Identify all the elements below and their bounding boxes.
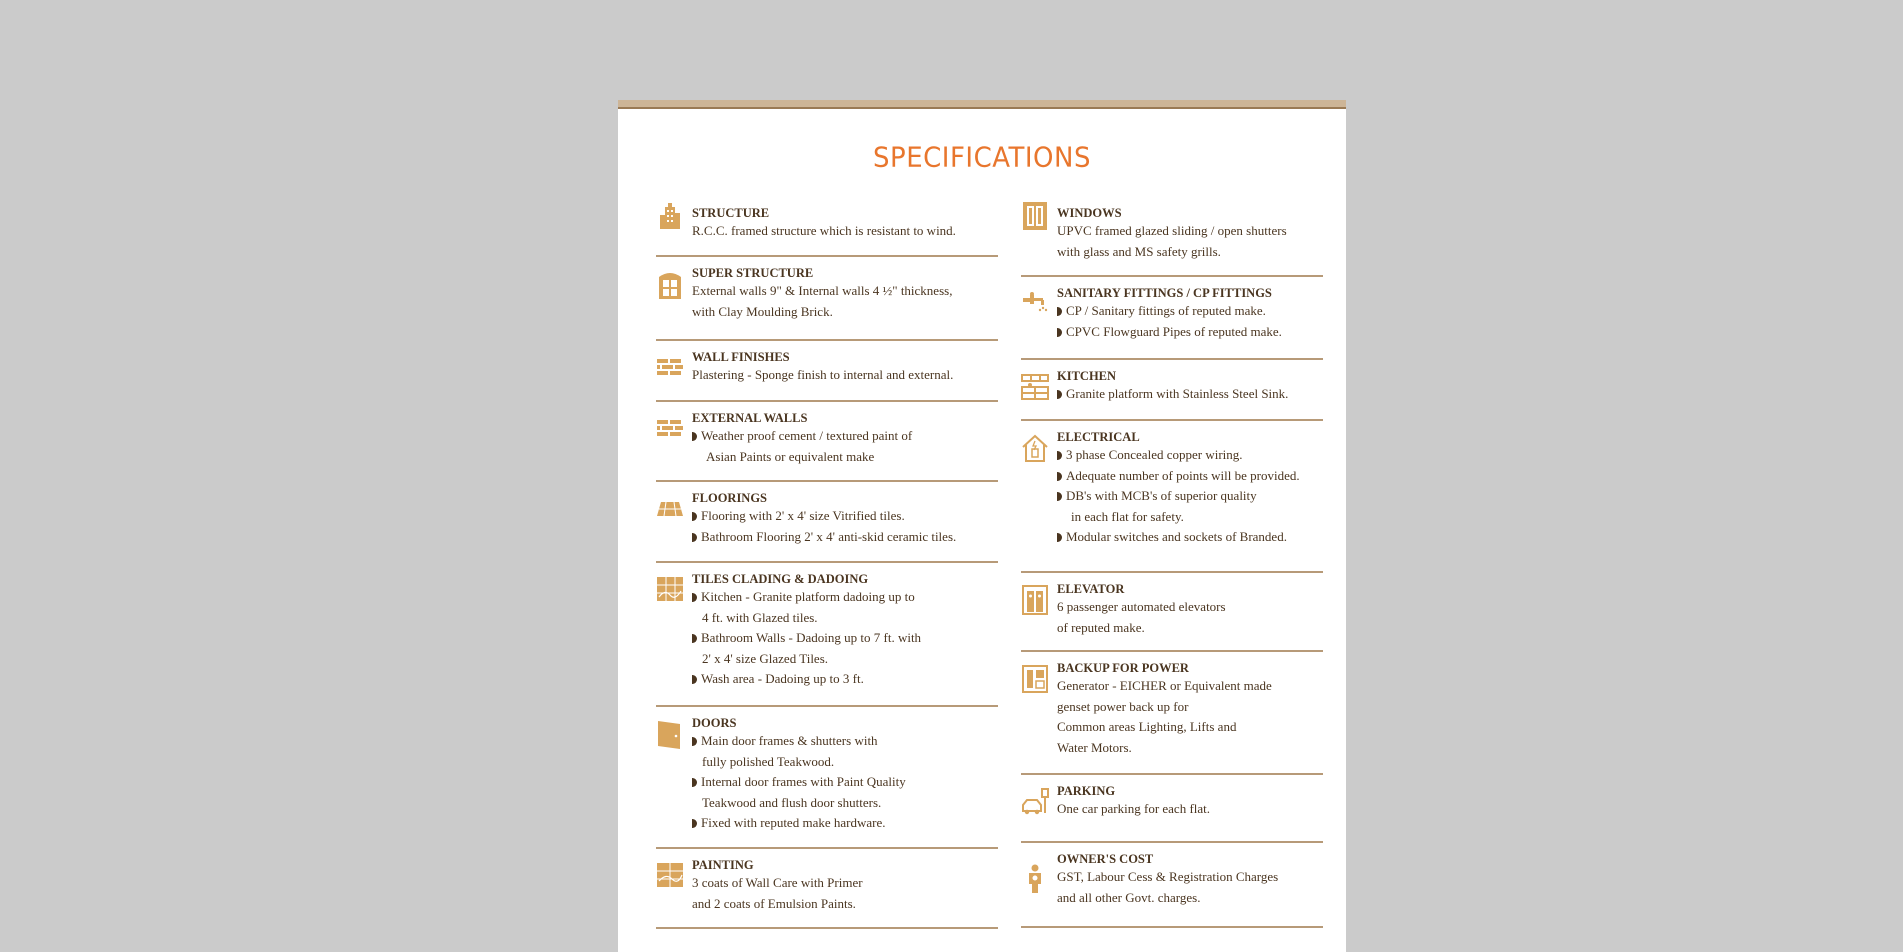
bullet-continuation: Teakwood and flush door shutters. bbox=[702, 794, 882, 810]
bullet-item: Adequate number of points will be provided. bbox=[1057, 466, 1323, 487]
spec-wall-finishes bbox=[656, 341, 998, 402]
spec-parking bbox=[1021, 775, 1323, 843]
spec-structure bbox=[656, 197, 998, 257]
bullet-item: Weather proof cement / textured paint of bbox=[692, 426, 998, 447]
bullet-item: Fixed with reputed make hardware. bbox=[692, 813, 998, 834]
bullet-item: DB's with MCB's of superior quality bbox=[1057, 486, 1323, 507]
section-line: and all other Govt. charges. bbox=[1057, 889, 1201, 905]
bullet-item: Modular switches and sockets of Branded. bbox=[1057, 527, 1323, 548]
bullet-continuation: 2' x 4' size Glazed Tiles. bbox=[702, 650, 829, 666]
section-heading: DOORS bbox=[692, 716, 737, 730]
section-line: One car parking for each flat. bbox=[1057, 801, 1211, 816]
spec-windows bbox=[1021, 197, 1323, 277]
specifications-page bbox=[618, 100, 1346, 952]
person-icon bbox=[1021, 855, 1049, 885]
bullet-continuation: in each flat for safety. bbox=[1071, 508, 1184, 524]
section-line: 3 coats of Wall Care with Primer bbox=[692, 875, 863, 890]
spec-tiles-clading bbox=[656, 563, 998, 707]
section-heading: EXTERNAL WALLS bbox=[692, 411, 808, 425]
section-line: 6 passenger automated elevators bbox=[1057, 599, 1226, 614]
bullet-continuation: 4 ft. with Glazed tiles. bbox=[702, 609, 818, 625]
kitchen-icon bbox=[1021, 372, 1049, 402]
section-heading: ELEVATOR bbox=[1057, 582, 1125, 596]
section-line: genset power back up for bbox=[1057, 698, 1189, 714]
spec-electrical bbox=[1021, 421, 1323, 573]
bullet-item: CPVC Flowguard Pipes of reputed make. bbox=[1057, 322, 1323, 343]
floor-tiles-icon bbox=[656, 494, 684, 524]
brick-wall-icon bbox=[656, 353, 684, 383]
spec-kitchen bbox=[1021, 360, 1323, 421]
section-line: UPVC framed glazed sliding / open shutters bbox=[1057, 223, 1287, 238]
window-frame-icon bbox=[656, 269, 684, 299]
wall-tiles-icon bbox=[656, 575, 684, 605]
section-line: Plastering - Sponge finish to internal and external. bbox=[692, 367, 954, 382]
bullet-item: Flooring with 2' x 4' size Vitrified tiles. bbox=[692, 506, 998, 527]
page-title: SPECIFICATIONS bbox=[873, 142, 1091, 174]
bullet-item: Bathroom Walls - Dadoing up to 7 ft. with bbox=[692, 628, 998, 649]
spec-super-structure bbox=[656, 257, 998, 341]
bullet-item: CP / Sanitary fittings of reputed make. bbox=[1057, 301, 1323, 322]
building-icon bbox=[656, 201, 684, 231]
section-heading: OWNER'S COST bbox=[1057, 852, 1154, 866]
bullet-item: 3 phase Concealed copper wiring. bbox=[1057, 445, 1323, 466]
spec-elevator bbox=[1021, 573, 1323, 652]
spec-sanitary-fittings bbox=[1021, 277, 1323, 360]
section-heading: SANITARY FITTINGS / CP FITTINGS bbox=[1057, 286, 1272, 300]
left-column bbox=[656, 197, 998, 929]
section-heading: FLOORINGS bbox=[692, 491, 768, 505]
bullet-item: Internal door frames with Paint Quality bbox=[692, 772, 998, 793]
section-line: R.C.C. framed structure which is resistant to wind. bbox=[692, 223, 956, 238]
bullet-item: Main door frames & shutters with bbox=[692, 731, 998, 752]
section-line: with Clay Moulding Brick. bbox=[692, 303, 833, 319]
bullet-item: Wash area - Dadoing up to 3 ft. bbox=[692, 669, 998, 690]
paint-icon bbox=[656, 861, 684, 891]
bullet-continuation: Asian Paints or equivalent make bbox=[706, 448, 875, 464]
tap-icon bbox=[1021, 289, 1049, 319]
section-line: Generator - EICHER or Equivalent made bbox=[1057, 678, 1272, 693]
section-line: of reputed make. bbox=[1057, 619, 1145, 635]
section-heading: WALL FINISHES bbox=[692, 350, 790, 364]
section-heading: ELECTRICAL bbox=[1057, 430, 1140, 444]
right-column bbox=[1021, 197, 1323, 928]
window-icon bbox=[1021, 201, 1049, 231]
section-line: and 2 coats of Emulsion Paints. bbox=[692, 895, 856, 911]
brick-wall-icon bbox=[656, 414, 684, 444]
generator-icon bbox=[1021, 664, 1049, 694]
section-heading: PARKING bbox=[1057, 784, 1116, 798]
section-line: with glass and MS safety grills. bbox=[1057, 243, 1221, 259]
section-heading: TILES CLADING & DADOING bbox=[692, 572, 869, 586]
bullet-item: Bathroom Flooring 2' x 4' anti-skid ceramic tiles. bbox=[692, 527, 998, 548]
section-line: Common areas Lighting, Lifts and bbox=[1057, 719, 1237, 734]
bullet-item: Granite platform with Stainless Steel Sink. bbox=[1057, 384, 1323, 405]
bullet-continuation: fully polished Teakwood. bbox=[702, 753, 835, 769]
spec-painting bbox=[656, 849, 998, 929]
section-heading: KITCHEN bbox=[1057, 369, 1117, 383]
section-heading: SUPER STRUCTURE bbox=[692, 266, 814, 280]
section-heading: STRUCTURE bbox=[692, 206, 770, 220]
bullet-item: Kitchen - Granite platform dadoing up to bbox=[692, 587, 998, 608]
door-icon bbox=[656, 719, 684, 749]
spec-owners-cost bbox=[1021, 843, 1323, 928]
spec-doors bbox=[656, 707, 998, 849]
car-parking-icon bbox=[1021, 787, 1049, 817]
house-electric-icon bbox=[1021, 433, 1049, 463]
section-line: External walls 9" & Internal walls 4 ½" thickness, bbox=[692, 283, 953, 298]
spec-external-walls bbox=[656, 402, 998, 482]
section-heading: WINDOWS bbox=[1057, 206, 1122, 220]
elevator-icon bbox=[1021, 585, 1049, 615]
section-heading: BACKUP FOR POWER bbox=[1057, 661, 1189, 675]
section-line: GST, Labour Cess & Registration Charges bbox=[1057, 869, 1279, 884]
section-heading: PAINTING bbox=[692, 858, 754, 872]
spec-backup-power bbox=[1021, 652, 1323, 775]
spec-floorings bbox=[656, 482, 998, 563]
section-line: Water Motors. bbox=[1057, 739, 1132, 755]
